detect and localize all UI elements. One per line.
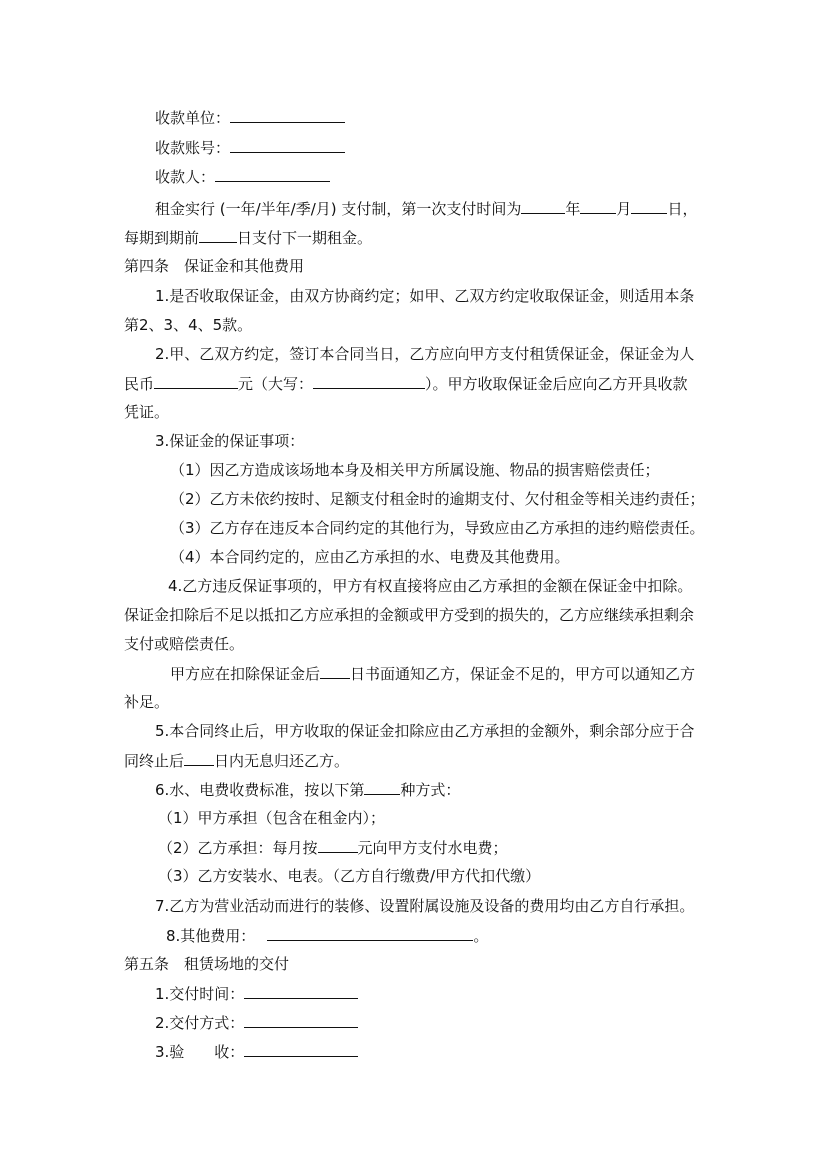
article4-p6-title (155, 779, 460, 799)
rent-day-blank[interactable] (631, 198, 667, 214)
article4-p1-line2: 第2、3、4、5款。 (124, 316, 253, 334)
article4-p8 (166, 925, 488, 945)
utility-option-blank[interactable] (364, 779, 400, 795)
rent-month-blank[interactable] (580, 198, 616, 214)
rent-text: 每期到期前 (124, 229, 200, 247)
article4-p2-line2 (124, 373, 688, 393)
payee-name-label: 收款人： (155, 168, 216, 186)
p2-text: ）。甲方收取保证金后应向乙方开具收款 (425, 375, 688, 393)
article5-heading: 第五条 租赁场地的交付 (124, 955, 290, 973)
article5-item-3 (155, 1041, 358, 1061)
article4-p6-option-1: （1）甲方承担（包含在租金内）； (158, 809, 386, 827)
p6-opt2-text: （2）乙方承担：每月按 (158, 839, 318, 857)
p6-text: 6.水、电费收费标准，按以下第 (155, 781, 365, 799)
p6-text: 种方式： (400, 781, 461, 799)
payee-name-blank[interactable] (215, 166, 330, 182)
article5-item-1 (155, 983, 358, 1003)
rent-line-2 (124, 227, 372, 247)
p4b-text: 甲方应在扣除保证金后 (170, 665, 321, 683)
p8-text: 。 (473, 927, 489, 945)
article4-p4b-line2: 补足。 (124, 693, 170, 711)
rent-year-blank[interactable] (521, 198, 565, 214)
payee-unit-label: 收款单位： (155, 109, 231, 127)
article4-heading: 第四条 保证金和其他费用 (124, 257, 305, 275)
delivery-time-blank[interactable] (244, 983, 358, 999)
rent-year-label: 年 (565, 200, 581, 218)
p2-text: 民币 (124, 375, 155, 393)
refund-days-blank[interactable] (184, 750, 214, 766)
p5-text: 日内无息归还乙方。 (214, 752, 350, 770)
acceptance-blank[interactable] (244, 1041, 358, 1057)
article4-p2-line1: 2.甲、乙双方约定，签订本合同当日，乙方应向甲方支付租赁保证金，保证金为人 (155, 345, 695, 363)
p4b-text: 日书面通知乙方，保证金不足的，甲方可以通知乙方 (350, 665, 696, 683)
p5-text: 同终止后 (124, 752, 185, 770)
article4-p3-title: 3.保证金的保证事项： (155, 432, 305, 450)
article4-p2-line3: 凭证。 (124, 403, 170, 421)
article5-item-2 (155, 1012, 358, 1032)
article4-p4-line1: 4.乙方违反保证事项的，甲方有权直接将应由乙方承担的金额在保证金中扣除。 (168, 577, 693, 595)
p8-label: 8.其他费用： (166, 927, 256, 945)
article4-p5-line2 (124, 750, 349, 770)
rent-text: 租金实行 (一年/半年/季/月) 支付制，第一次支付时间为 (155, 200, 522, 218)
payee-account-blank[interactable] (230, 137, 345, 153)
p6-opt2-text: 元向甲方支付水电费； (357, 839, 508, 857)
article4-p7: 7.乙方为营业活动而进行的装修、设置附属设施及设备的费用均由乙方自行承担。 (155, 897, 695, 915)
delivery-method-label: 2.交付方式： (155, 1014, 245, 1032)
article4-p5-line1: 5.本合同终止后，甲方收取的保证金扣除应由乙方承担的金额外，剩余部分应于合 (155, 722, 695, 740)
delivery-method-blank[interactable] (244, 1012, 358, 1028)
delivery-time-label: 1.交付时间： (155, 985, 245, 1003)
article4-p3-item: （3）乙方存在违反本合同约定的其他行为，导致应由乙方承担的违约赔偿责任。 (170, 519, 705, 537)
payee-name-line (155, 166, 330, 186)
notice-days-blank[interactable] (320, 663, 350, 679)
article4-p4-line2: 保证金扣除后不足以抵扣乙方应承担的金额或甲方受到的损失的，乙方应继续承担剩余 (124, 606, 695, 624)
rent-day-label: 日， (667, 200, 698, 218)
deposit-amount-blank[interactable] (154, 373, 238, 389)
payee-account-label: 收款账号： (155, 139, 231, 157)
rent-month-label: 月 (616, 200, 632, 218)
article4-p3-item: （1）因乙方造成该场地本身及相关甲方所属设施、物品的损害赔偿责任； (170, 461, 660, 479)
payee-account-line (155, 137, 345, 157)
deposit-amount-words-blank[interactable] (313, 373, 425, 389)
payee-unit-line (155, 107, 345, 127)
other-fees-blank[interactable] (267, 925, 473, 941)
rent-line-1 (155, 198, 697, 218)
rent-text: 日支付下一期租金。 (237, 229, 373, 247)
article4-p6-option-3: （3）乙方安装水、电表。（乙方自行缴费/甲方代扣代缴） (158, 867, 541, 885)
article4-p3-item: （4）本合同约定的，应由乙方承担的水、电费及其他费用。 (170, 548, 570, 566)
article4-p4b-line1 (170, 663, 695, 683)
acceptance-label: 3.验 收： (155, 1043, 245, 1061)
p2-text: 元（大写： (238, 375, 314, 393)
article4-p4-line3: 支付或赔偿责任。 (124, 635, 245, 653)
monthly-utility-blank[interactable] (318, 837, 358, 853)
article4-p1-line1: 1.是否收取保证金，由双方协商约定；如甲、乙双方约定收取保证金，则适用本条 (155, 287, 695, 305)
rent-days-before-blank[interactable] (199, 227, 237, 243)
article4-p3-item: （2）乙方未依约按时、足额支付租金时的逾期支付、欠付租金等相关违约责任； (170, 490, 705, 508)
payee-unit-blank[interactable] (230, 107, 345, 123)
article4-p6-option-2 (158, 837, 508, 857)
